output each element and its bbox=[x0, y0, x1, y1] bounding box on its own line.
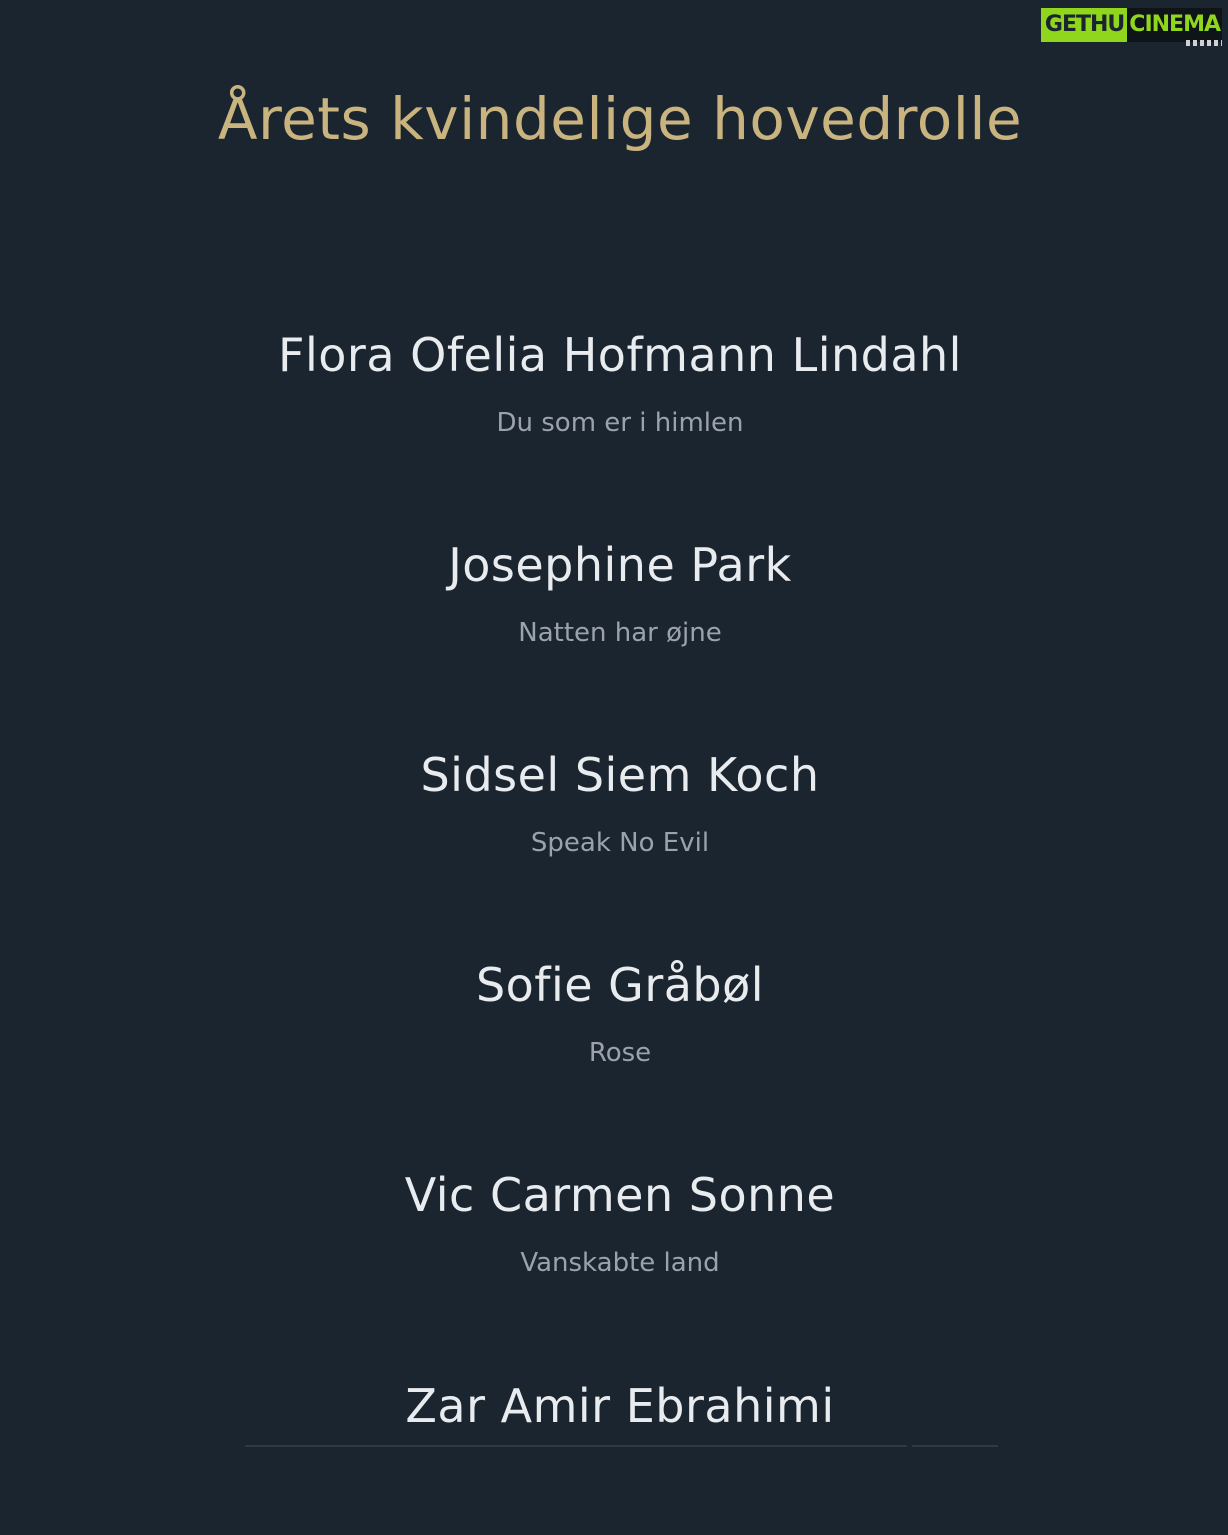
nominee-name: Josephine Park bbox=[448, 538, 792, 592]
nominee-item bbox=[0, 1378, 1228, 1434]
nominee-name: Flora Ofelia Hofmann Lindahl bbox=[278, 328, 962, 382]
nominee-item bbox=[0, 1167, 1228, 1279]
page-title: Årets kvindelige hovedrolle bbox=[217, 85, 1023, 153]
nominee-film: Du som er i himlen bbox=[496, 408, 744, 438]
nominee-film: Speak No Evil bbox=[530, 828, 710, 858]
nominee-film: Natten har øjne bbox=[518, 618, 722, 648]
film-strip-icon bbox=[1186, 40, 1222, 46]
nominee-item bbox=[0, 327, 1228, 439]
nominee-name: Vic Carmen Sonne bbox=[404, 1168, 836, 1222]
divider bbox=[245, 1445, 907, 1447]
nominee-name: Sofie Gråbøl bbox=[475, 958, 765, 1012]
nominee-film: Vanskabte land bbox=[520, 1248, 720, 1278]
watermark-logo bbox=[1041, 8, 1222, 42]
nominee-item bbox=[0, 747, 1228, 859]
nominee-name: Zar Amir Ebrahimi bbox=[405, 1379, 835, 1433]
divider bbox=[912, 1445, 998, 1447]
watermark-right: CINEMA bbox=[1127, 8, 1222, 42]
nominee-name: Sidsel Siem Koch bbox=[420, 748, 820, 802]
nominee-film: Rose bbox=[588, 1038, 652, 1068]
nominee-item bbox=[0, 537, 1228, 649]
nominee-item bbox=[0, 957, 1228, 1069]
watermark-left: GETHU bbox=[1041, 8, 1127, 42]
